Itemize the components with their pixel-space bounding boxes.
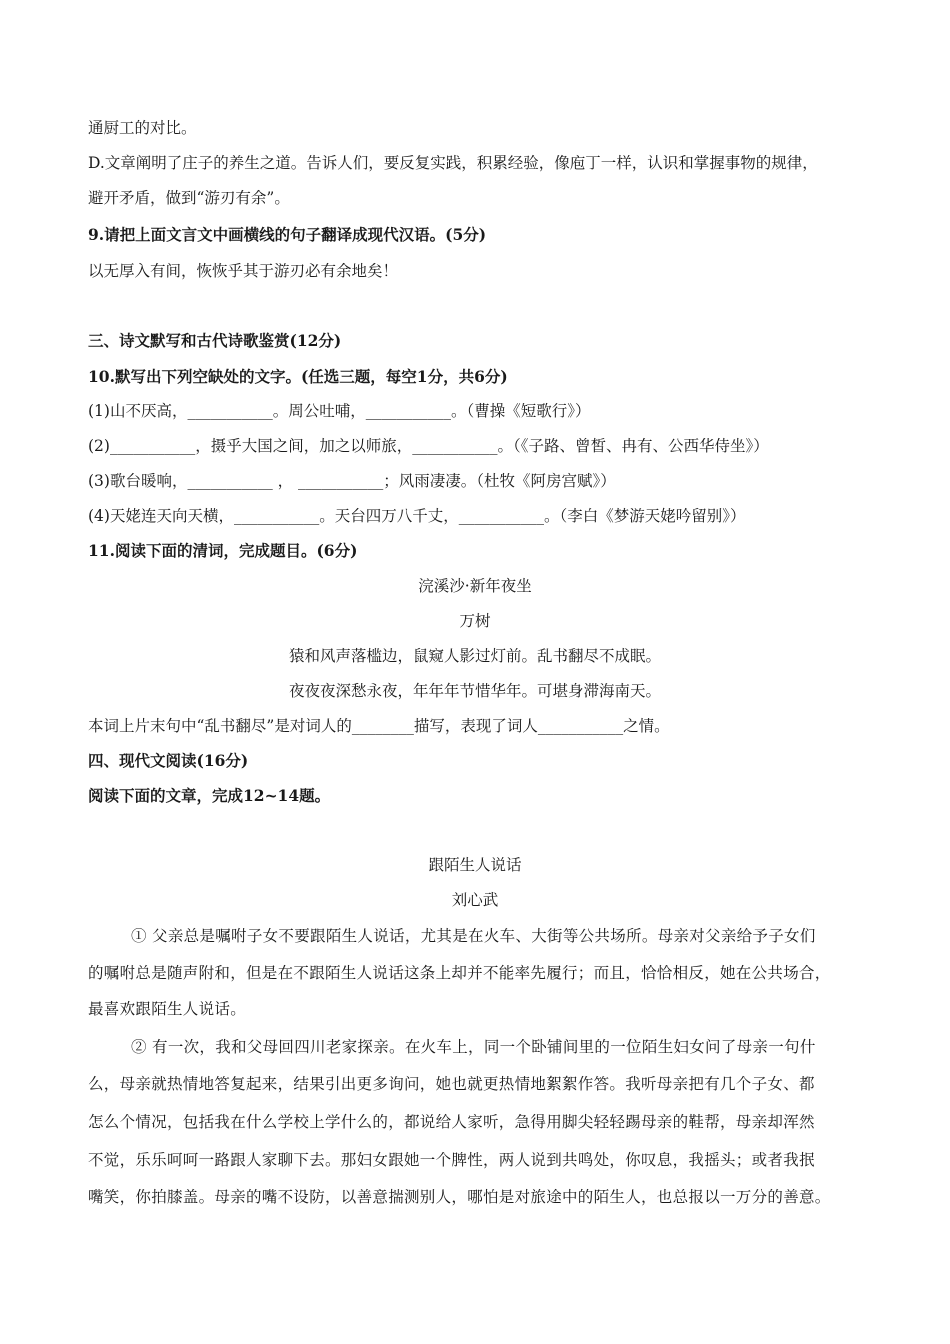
poem-line-2: 夜夜夜深愁永夜，年年年节惜华年。可堪身滞海南天。 (288, 682, 661, 700)
paragraph-2-line-4: 不觉，乐乐呵呵一路跟人家聊下去。那妇女跟她一个脾性，两人说到共鸣处，你叹息，我摇头；或者我抿 (88, 1151, 815, 1169)
question-10-item-2: (2)___________，摄乎大国之间，加之以师旅，___________。（《子路、曾皙、冉有、公西华侍坐》） (88, 437, 769, 455)
question-9-heading: 9.请把上面文言文中画横线的句子翻译成现代汉语。(5分) (88, 225, 487, 244)
question-10-heading: 10.默写出下列空缺处的文字。(任选三题，每空1分，共6分) (88, 367, 508, 386)
question-10-item-1: (1)山不厌高，___________。周公吐哺，___________。（曹操《短歌行》） (88, 402, 591, 420)
question-10-item-3: (3)歌台暖响，___________ ， ___________；风雨凄凄。（杜牧《阿房宫赋》） (88, 472, 616, 490)
question-11-heading: 11.阅读下面的清词，完成题目。(6分) (88, 541, 358, 560)
poem-title: 浣溪沙·新年夜坐 (418, 577, 532, 595)
question-10-item-4: (4)天姥连天向天横，___________。天台四万八千丈，___________。（李白《梦游天姥吟留别》） (88, 507, 746, 525)
paragraph-1-line-3: 最喜欢跟陌生人说话。 (88, 1000, 247, 1018)
article-title: 跟陌生人说话 (428, 856, 522, 874)
option-d-line-2: 避开矛盾，做到“游刃有余”。 (88, 189, 290, 207)
paragraph-2-line-3: 怎么个情况，包括我在什么学校上学什么的，都说给人家听，急得用脚尖轻轻踢母亲的鞋帮，母亲却浑然 (88, 1113, 815, 1131)
paragraph-2-line-5: 嘴笑，你拍膝盖。母亲的嘴不设防，以善意揣测别人，哪怕是对旅途中的陌生人，也总报以一万分的善意。 (88, 1188, 831, 1206)
paragraph-1-line-1: ① 父亲总是嘱咐子女不要跟陌生人说话，尤其是在火车、大街等公共场所。母亲对父亲给予子女们 (131, 927, 816, 945)
section-4-heading: 四、现代文阅读(16分) (88, 751, 249, 770)
reading-instruction: 阅读下面的文章，完成12~14题。 (88, 786, 331, 805)
question-11-prompt: 本词上片末句中“乱书翻尽”是对词人的________描写，表现了词人___________之情。 (88, 717, 670, 735)
option-d-line-1: D.文章阐明了庄子的养生之道。告诉人们，要反复实践，积累经验，像庖丁一样，认识和掌握事物的规律， (88, 154, 818, 172)
paragraph-2-line-1: ② 有一次，我和父母回四川老家探亲。在火车上，同一个卧铺间里的一位陌生妇女问了母亲一句什 (131, 1038, 816, 1056)
paragraph-2-line-2: 么，母亲就热情地答复起来，结果引出更多询问，她也就更热情地絮絮作答。我听母亲把有几个子女、都 (88, 1075, 815, 1093)
paragraph-1-line-2: 的嘱咐总是随声附和，但是在不跟陌生人说话这条上却并不能率先履行；而且，恰恰相反，她在公共场合， (88, 964, 831, 982)
poem-author: 万树 (459, 612, 491, 630)
poem-line-1: 猿和风声落槛边，鼠窥人影过灯前。乱书翻尽不成眠。 (288, 647, 661, 665)
section-3-heading: 三、诗文默写和古代诗歌鉴赏(12分) (88, 331, 342, 350)
option-c-continuation: 通厨工的对比。 (88, 119, 197, 137)
question-9-sentence: 以无厚入有间，恢恢乎其于游刃必有余地矣！ (88, 262, 399, 280)
article-author: 刘心武 (451, 891, 499, 909)
